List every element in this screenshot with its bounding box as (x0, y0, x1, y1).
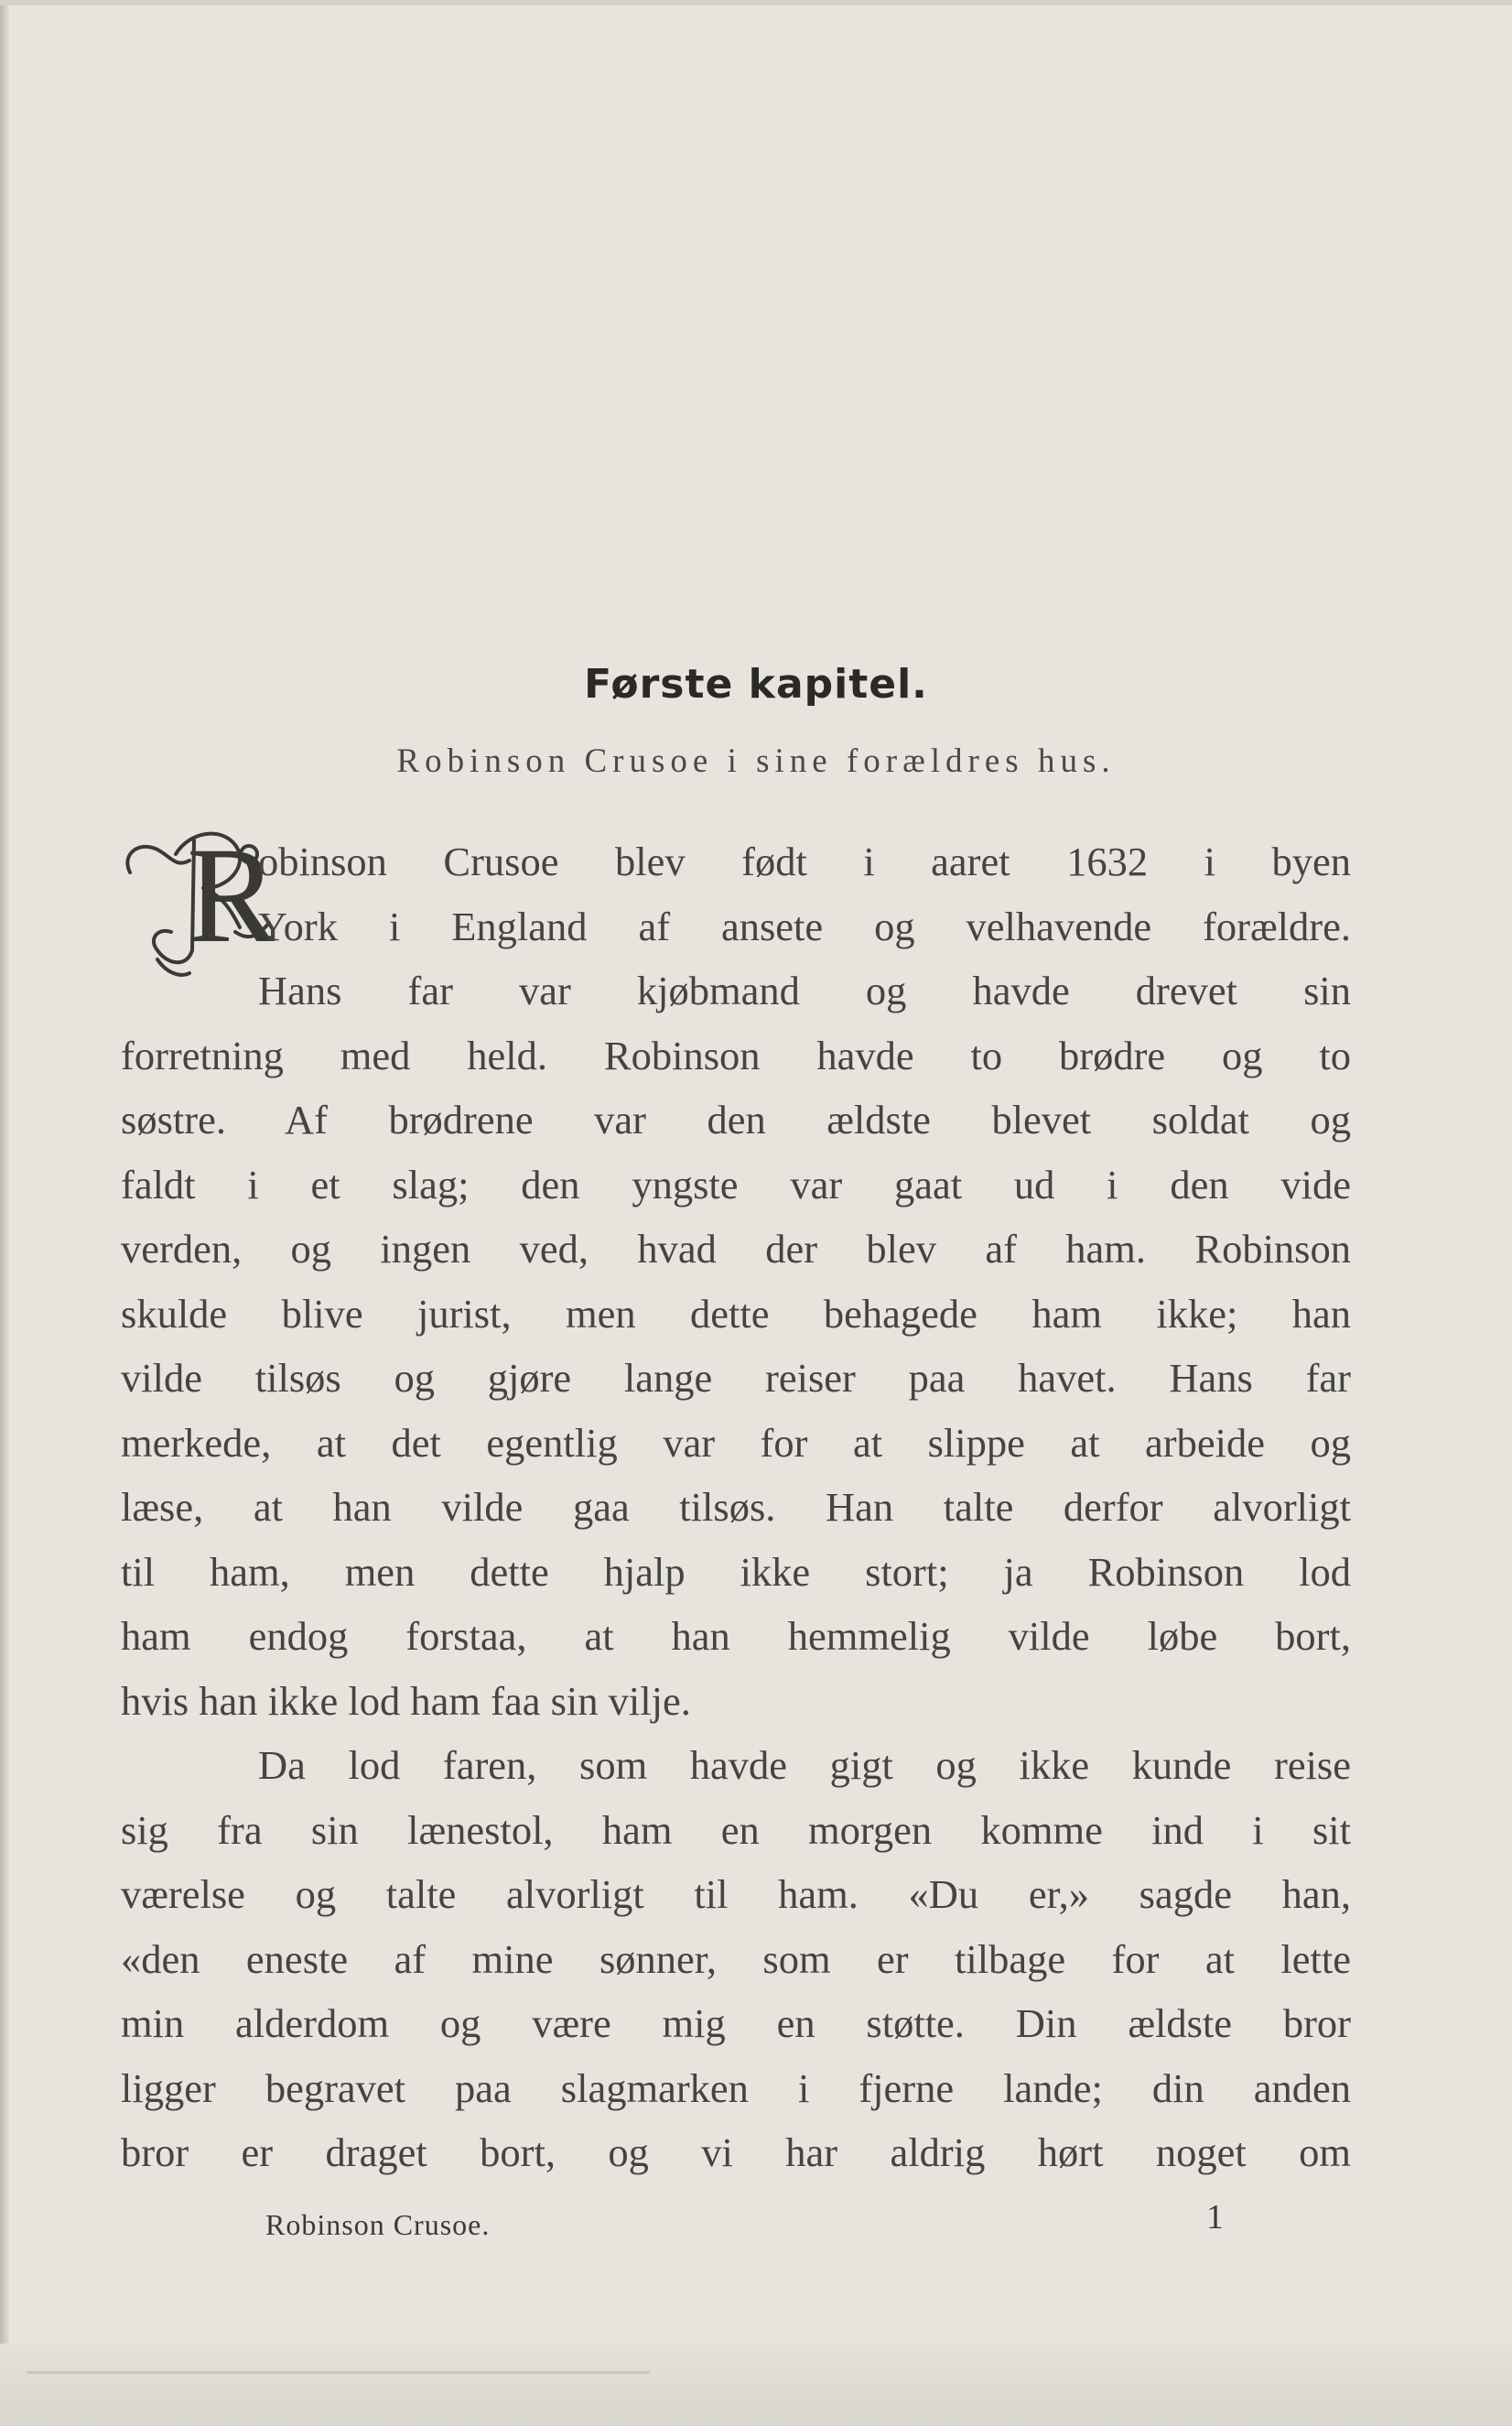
text-line: ham endog forstaa, at han hemmelig vilde løbe bort, (121, 1613, 1351, 1659)
chapter-title: Første kapitel. (584, 661, 928, 708)
text-line: merkede, at det egentlig var for at slippe at arbeide og (121, 1419, 1351, 1466)
text-line: ligger begravet paa slagmarken i fjerne lande; din anden (121, 2064, 1351, 2111)
text-line: obinson Crusoe blev født i aaret 1632 i byen (258, 839, 1351, 884)
page-number: 1 (1206, 2198, 1224, 2236)
page-bottom-edge (0, 2344, 1512, 2426)
text-line: vilde tilsøs og gjøre lange reiser paa havet. Hans far (121, 1355, 1351, 1401)
text-line: sig fra sin lænestol, ham en morgen komme ind i sit (121, 1806, 1351, 1853)
running-title: Robinson Crusoe. (265, 2208, 491, 2241)
text-line: min alderdom og være mig en støtte. Din ældste bror (121, 2000, 1351, 2046)
page-fold-line (27, 2371, 650, 2374)
text-line: «den eneste af mine sønner, som er tilbage for at lette (121, 1935, 1351, 1982)
text-line: forretning med held. Robinson havde to brødre og to (121, 1032, 1351, 1078)
text-line: Da lod faren, som havde gigt og ikke kunde reise (258, 1742, 1351, 1788)
text-line: Hans far var kjøbmand og havde drevet sin (258, 968, 1351, 1013)
dropcap-letter: R (187, 819, 275, 971)
body-text (121, 829, 1351, 2185)
text-line: søstre. Af brødrene var den ældste blevet soldat og (121, 1097, 1351, 1143)
text-line: York i England af ansete og velhavende forældre. (258, 903, 1351, 949)
text-line: læse, at han vilde gaa tilsøs. Han talte derfor alvorligt (121, 1484, 1351, 1530)
text-line: til ham, men dette hjalp ikke stort; ja Robinson lod (121, 1548, 1351, 1595)
text-line: faldt i et slag; den yngste var gaat ud i den vide (121, 1161, 1351, 1208)
page-binding-edge (0, 0, 9, 2426)
text-line: hvis han ikke lod ham faa sin vilje. (121, 1677, 691, 1724)
text-line: skulde blive jurist, men dette behagede ham ikke; han (121, 1290, 1351, 1337)
text-line: værelse og talte alvorligt til ham. «Du er,» sagde han, (121, 1871, 1351, 1917)
chapter-subtitle: Robinson Crusoe i sine forældres hus. (396, 742, 1116, 780)
text-line: bror er draget bort, og vi har aldrig hørt noget om (121, 2129, 1351, 2175)
text-line: verden, og ingen ved, hvad der blev af ham. Robinson (121, 1226, 1351, 1272)
page-top-edge (0, 0, 1512, 5)
